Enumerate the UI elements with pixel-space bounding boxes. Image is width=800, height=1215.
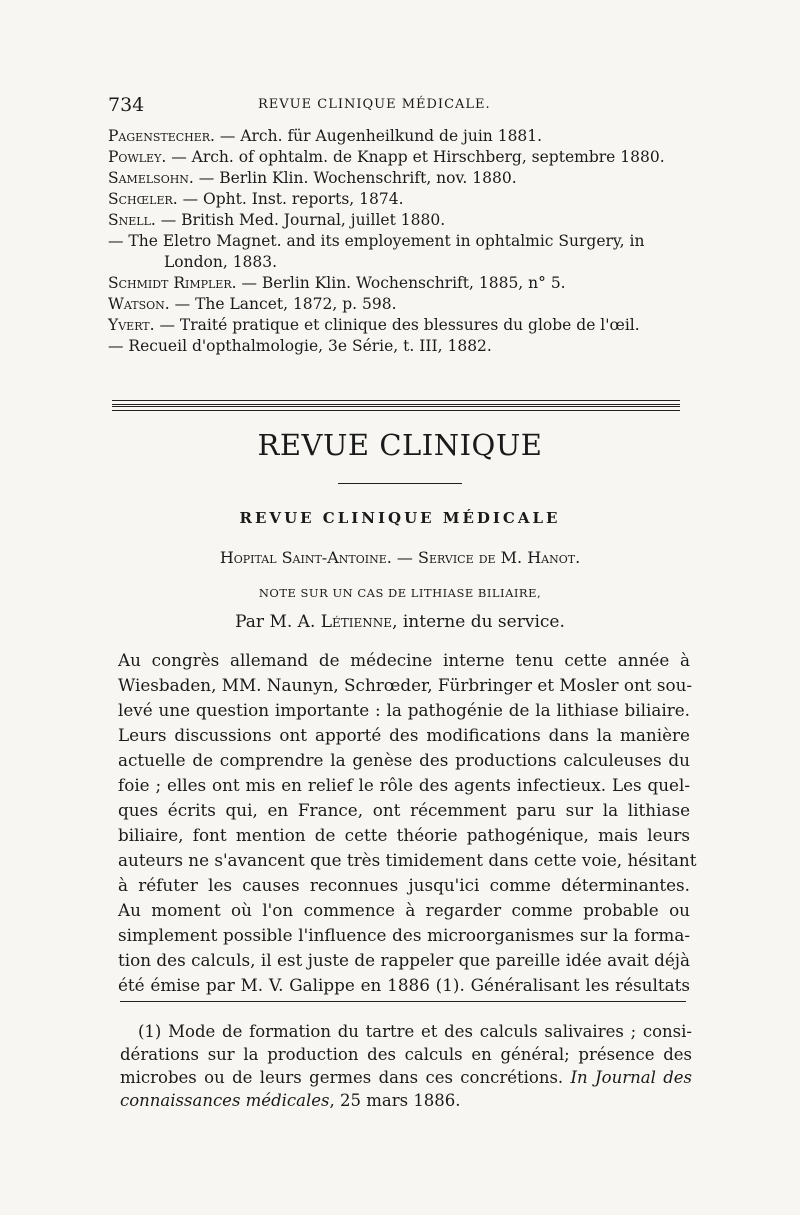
body-line: ques écrits qui, en France, ont récemment paru sur la lithiase [118, 800, 690, 820]
reference-text: — Arch. für Augenheilkund de juin 1881. [214, 127, 543, 145]
reference-item [108, 126, 688, 147]
body-line: à réfuter les causes reconnues jusqu'ici comme déterminantes. [118, 875, 690, 895]
reference-text: — The Lancet, 1872, p. 598. [169, 295, 397, 313]
reference-list [108, 126, 688, 357]
service-name: — Service de M. Hanot. [391, 548, 581, 567]
author-line [0, 612, 800, 632]
reference-author: Powley. [108, 148, 167, 166]
reference-item [108, 147, 688, 168]
reference-item [108, 336, 688, 357]
reference-text: — British Med. Journal, juillet 1880. [155, 211, 446, 229]
hospital-line [0, 548, 800, 567]
title-underline [338, 483, 462, 484]
reference-continuation [108, 252, 688, 273]
reference-text: — Traité pratique et clinique des blessures du globe de l'œil. [154, 316, 640, 334]
reference-text: — Berlin Klin. Wochenschrift, nov. 1880. [193, 169, 517, 187]
body-line: tion des calculs, il est juste de rappeler que pareille idée avait déjà [118, 950, 690, 970]
reference-text: — Berlin Klin. Wochenschrift, 1885, n° 5. [236, 274, 566, 292]
reference-item [108, 231, 688, 252]
running-head [108, 94, 678, 116]
body-line: actuelle de comprendre la genèse des productions calculeuses du [118, 750, 690, 770]
author-prefix: Par M. A. [235, 612, 321, 632]
reference-author: Samelsohn. [108, 169, 194, 187]
reference-text: — Recueil d'opthalmologie, 3e Série, t. III, 1882. [108, 337, 492, 355]
footnote-line: (1) Mode de formation du tartre et des calculs salivaires ; consi- [138, 1022, 692, 1041]
running-title: REVUE CLINIQUE MÉDICALE. [258, 97, 491, 112]
reference-item [108, 315, 688, 336]
hospital-name: Hopital Saint-Antoine. [219, 548, 392, 567]
reference-author: Schmidt Rimpler. [108, 274, 237, 292]
reference-item [108, 168, 688, 189]
body-line: biliaire, font mention de cette théorie pathogénique, mais leurs [118, 825, 690, 845]
reference-item [108, 294, 688, 315]
section-divider [112, 400, 680, 405]
reference-author: Watson. [108, 295, 170, 313]
reference-author: Schœler. [108, 190, 178, 208]
reference-item [108, 273, 688, 294]
body-line: simplement possible l'influence des microorganismes sur la forma- [118, 925, 690, 945]
reference-item [108, 189, 688, 210]
body-line: Au moment où l'on commence à regarder comme probable ou [118, 900, 690, 920]
body-line: été émise par M. V. Galippe en 1886 (1). Généralisant les résultats [118, 975, 690, 995]
note-title: NOTE SUR UN CAS DE LITHIASE BILIAIRE, [258, 586, 542, 600]
reference-text: — Opht. Inst. reports, 1874. [177, 190, 404, 208]
reference-item [108, 210, 688, 231]
footnote-line [120, 1066, 692, 1089]
subsection-title: REVUE CLINIQUE MÉDICALE [239, 509, 561, 527]
reference-author: Yvert. [108, 316, 155, 334]
footnote [120, 1020, 692, 1112]
footnote-rule [120, 1001, 686, 1002]
author-name: Létienne [320, 612, 393, 632]
section-divider [112, 406, 680, 411]
reference-author: Snell. [108, 211, 156, 229]
author-suffix: , interne du service. [392, 612, 565, 632]
body-line: Wiesbaden, MM. Naunyn, Schrœder, Fürbringer et Mosler ont sou- [118, 675, 693, 695]
body-line: levé une question importante : la pathogénie de la lithiase biliaire. [118, 700, 690, 720]
section-title: REVUE CLINIQUE [257, 428, 543, 462]
footnote-text: microbes ou de leurs germes dans ces concrétions. [120, 1068, 571, 1087]
body-line: auteurs ne s'avancent que très timidement dans cette voie, hésitant [118, 850, 697, 870]
body-line: Leurs discussions ont apporté des modifications dans la manière [118, 725, 690, 745]
reference-text: London, 1883. [164, 253, 278, 271]
footnote-line: dérations sur la production des calculs en général; présence des [120, 1045, 692, 1064]
reference-text: — Arch. of ophtalm. de Knapp et Hirschberg, septembre 1880. [166, 148, 665, 166]
footnote-date: , 25 mars 1886. [329, 1091, 461, 1110]
article-body [118, 648, 697, 998]
footnote-line [120, 1089, 692, 1112]
reference-author: Pagenstecher. [108, 127, 215, 145]
footnote-journal: In Journal des [570, 1068, 692, 1087]
page-number: 734 [108, 94, 145, 116]
reference-text: — The Eletro Magnet. and its employement in ophtalmic Surgery, in [108, 232, 645, 250]
body-line: foie ; elles ont mis en relief le rôle des agents infectieux. Les quel- [118, 775, 690, 795]
body-line: Au congrès allemand de médecine interne tenu cette année à [118, 650, 690, 670]
footnote-journal: connaissances médicales [120, 1091, 330, 1110]
